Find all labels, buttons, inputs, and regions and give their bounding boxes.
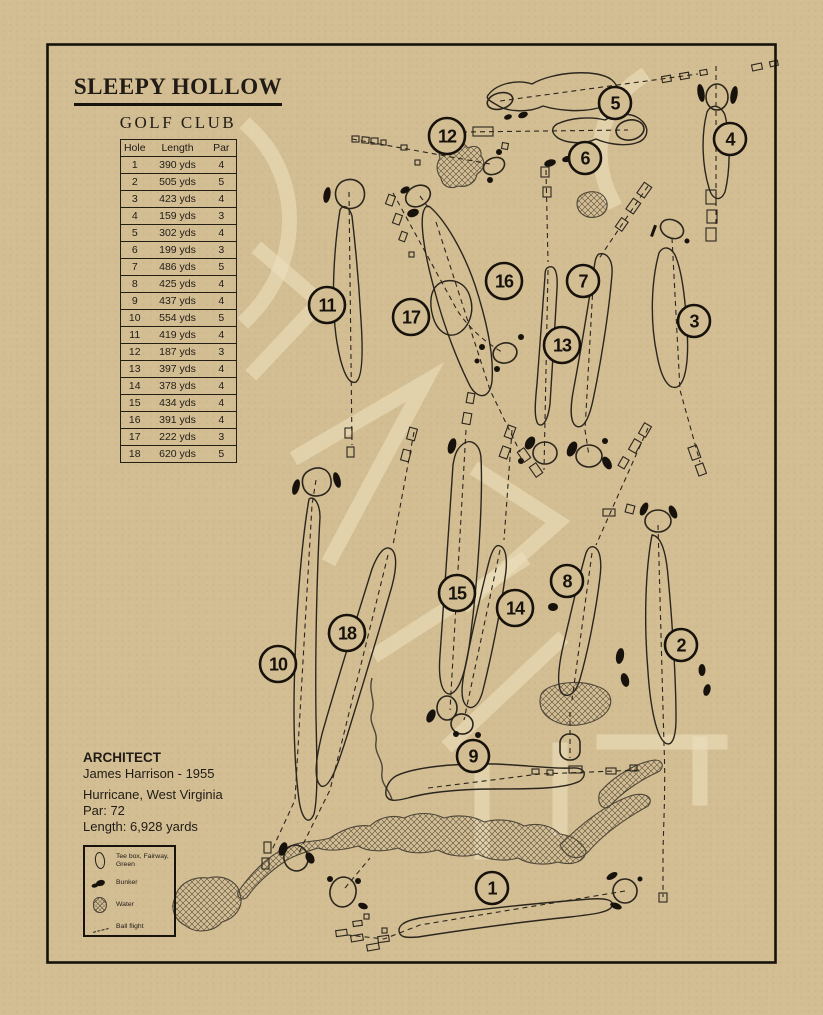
hole-2-marker-number: 2 bbox=[676, 635, 686, 656]
water-icon bbox=[91, 897, 109, 913]
scorecard-cell: 437 yds bbox=[149, 293, 207, 310]
scorecard-cell: 8 bbox=[121, 276, 149, 293]
legend-label: Bunker bbox=[116, 879, 138, 887]
scorecard-cell: 4 bbox=[207, 361, 237, 378]
hole-3-group bbox=[650, 216, 706, 476]
hole-16-marker-number: 16 bbox=[494, 271, 514, 292]
scorecard-cell: 199 yds bbox=[149, 242, 207, 259]
watermark bbox=[248, 78, 720, 852]
hole-7-marker-number: 7 bbox=[578, 271, 588, 292]
scorecard-header-length: Length bbox=[149, 140, 207, 157]
scorecard-cell: 434 yds bbox=[149, 395, 207, 412]
architect-block bbox=[83, 750, 303, 835]
hole-3-marker-number: 3 bbox=[689, 311, 699, 332]
scorecard-cell: 4 bbox=[207, 157, 237, 174]
scorecard-cell: 5 bbox=[207, 174, 237, 191]
bunker-icon bbox=[91, 880, 109, 886]
scorecard-cell: 3 bbox=[207, 429, 237, 446]
hole-10-marker-number: 10 bbox=[268, 654, 288, 675]
scorecard-row bbox=[121, 208, 237, 225]
hole-5-marker-number: 5 bbox=[610, 93, 620, 114]
scorecard-cell: 187 yds bbox=[149, 344, 207, 361]
scorecard-cell: 10 bbox=[121, 310, 149, 327]
scorecard-cell: 1 bbox=[121, 157, 149, 174]
course-length: Length: 6,928 yards bbox=[83, 819, 198, 834]
scorecard-cell: 11 bbox=[121, 327, 149, 344]
scorecard-cell: 6 bbox=[121, 242, 149, 259]
hole-15-marker-number: 15 bbox=[447, 583, 467, 604]
scorecard-cell: 554 yds bbox=[149, 310, 207, 327]
scorecard-cell: 4 bbox=[207, 276, 237, 293]
scorecard-cell: 3 bbox=[207, 344, 237, 361]
scorecard-cell: 4 bbox=[207, 327, 237, 344]
scorecard-cell: 9 bbox=[121, 293, 149, 310]
scorecard-cell: 5 bbox=[207, 446, 237, 463]
scorecard-header-row bbox=[121, 140, 237, 157]
hole-11-marker-number: 11 bbox=[318, 295, 336, 316]
scorecard-cell: 4 bbox=[207, 191, 237, 208]
scorecard-cell: 16 bbox=[121, 412, 149, 429]
scorecard-cell: 4 bbox=[207, 225, 237, 242]
scorecard-cell: 5 bbox=[207, 259, 237, 276]
legend-label: Ball flight bbox=[116, 923, 144, 931]
scorecard-cell: 3 bbox=[207, 242, 237, 259]
tee-fairway-green-icon bbox=[91, 852, 109, 869]
hole-8-marker-number: 8 bbox=[562, 571, 572, 592]
architect-name-year: James Harrison - 1955 bbox=[83, 766, 215, 781]
water-pond-left bbox=[173, 877, 241, 931]
scorecard-cell: 3 bbox=[121, 191, 149, 208]
scorecard-row bbox=[121, 293, 237, 310]
legend-item-ball-flight bbox=[91, 923, 170, 931]
scorecard-row bbox=[121, 446, 237, 463]
legend-label: Tee box, Fairway, Green bbox=[116, 852, 169, 868]
scorecard-cell: 397 yds bbox=[149, 361, 207, 378]
scorecard-header-par: Par bbox=[207, 140, 237, 157]
scorecard-row bbox=[121, 412, 237, 429]
scorecard-row bbox=[121, 157, 237, 174]
scorecard-cell: 15 bbox=[121, 395, 149, 412]
scorecard-row bbox=[121, 378, 237, 395]
legend-item-bunker bbox=[91, 879, 170, 887]
hole-17-marker-number: 17 bbox=[401, 307, 421, 328]
scorecard-cell: 222 yds bbox=[149, 429, 207, 446]
scorecard-cell: 4 bbox=[207, 412, 237, 429]
scorecard-cell: 419 yds bbox=[149, 327, 207, 344]
scorecard-row bbox=[121, 225, 237, 242]
scorecard-row bbox=[121, 310, 237, 327]
hole-1-marker-number: 1 bbox=[487, 878, 497, 899]
scorecard-cell: 13 bbox=[121, 361, 149, 378]
scorecard-cell: 18 bbox=[121, 446, 149, 463]
hole-18-marker-number: 18 bbox=[337, 623, 357, 644]
legend-item-water bbox=[91, 897, 170, 913]
architect-location: Hurricane, West Virginia bbox=[83, 787, 223, 802]
scorecard-row bbox=[121, 344, 237, 361]
course-par: Par: 72 bbox=[83, 803, 125, 818]
water-pond-small bbox=[577, 192, 607, 218]
ball-flight-icon bbox=[91, 923, 109, 931]
scorecard-cell: 378 yds bbox=[149, 378, 207, 395]
scorecard-cell: 3 bbox=[207, 208, 237, 225]
scorecard-cell: 14 bbox=[121, 378, 149, 395]
scorecard-row bbox=[121, 259, 237, 276]
hole-15-group bbox=[424, 393, 481, 737]
hole-13-group bbox=[518, 167, 557, 470]
scorecard-row bbox=[121, 191, 237, 208]
scorecard-cell: 425 yds bbox=[149, 276, 207, 293]
hole-4-marker-number: 4 bbox=[725, 129, 735, 150]
scorecard-cell: 159 yds bbox=[149, 208, 207, 225]
scorecard-cell: 12 bbox=[121, 344, 149, 361]
hole-14-marker-number: 14 bbox=[505, 598, 525, 619]
hole-9-marker-number: 9 bbox=[468, 746, 478, 767]
scorecard-row bbox=[121, 276, 237, 293]
hole-6-marker-number: 6 bbox=[580, 148, 590, 169]
scorecard-cell: 391 yds bbox=[149, 412, 207, 429]
scorecard-row bbox=[121, 327, 237, 344]
legend-item-tee-fairway-green bbox=[91, 852, 170, 869]
hole-12-marker-number: 12 bbox=[437, 126, 457, 147]
scorecard-cell: 4 bbox=[121, 208, 149, 225]
scorecard-cell: 4 bbox=[207, 395, 237, 412]
scorecard-row bbox=[121, 242, 237, 259]
legend-box bbox=[83, 845, 176, 937]
scorecard-row bbox=[121, 429, 237, 446]
scorecard-body bbox=[121, 157, 237, 463]
title-block bbox=[70, 74, 286, 133]
scorecard-cell: 4 bbox=[207, 293, 237, 310]
scorecard-cell: 7 bbox=[121, 259, 149, 276]
scorecard-cell: 505 yds bbox=[149, 174, 207, 191]
scorecard-row bbox=[121, 395, 237, 412]
scorecard-cell: 5 bbox=[207, 310, 237, 327]
scorecard-cell: 4 bbox=[207, 378, 237, 395]
scorecard-cell: 486 yds bbox=[149, 259, 207, 276]
scorecard-header-hole: Hole bbox=[121, 140, 149, 157]
scorecard-cell: 620 yds bbox=[149, 446, 207, 463]
legend-label: Water bbox=[116, 901, 134, 909]
scorecard-cell: 302 yds bbox=[149, 225, 207, 242]
scorecard-row bbox=[121, 174, 237, 191]
scorecard-cell: 5 bbox=[121, 225, 149, 242]
hole-7-group bbox=[565, 182, 652, 471]
club-title: SLEEPY HOLLOW bbox=[74, 74, 282, 106]
scorecard-cell: 423 yds bbox=[149, 191, 207, 208]
scorecard-cell: 17 bbox=[121, 429, 149, 446]
hole-2-group bbox=[603, 501, 712, 902]
scorecard-cell: 390 yds bbox=[149, 157, 207, 174]
hole-13-marker-number: 13 bbox=[552, 335, 572, 356]
club-subtitle: GOLF CLUB bbox=[119, 113, 237, 132]
scorecard-row bbox=[121, 361, 237, 378]
scorecard-cell: 2 bbox=[121, 174, 149, 191]
scorecard-table bbox=[120, 139, 237, 463]
architect-heading: ARCHITECT bbox=[83, 750, 161, 765]
